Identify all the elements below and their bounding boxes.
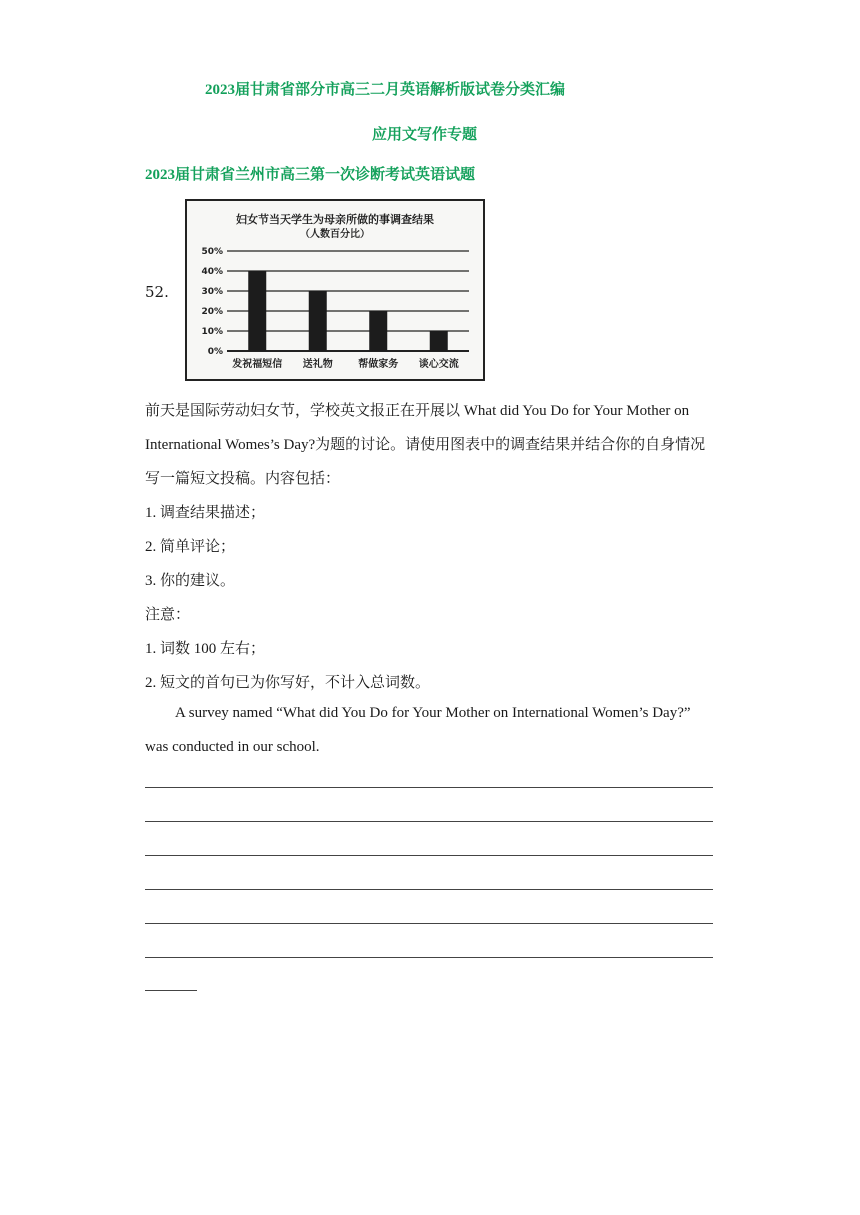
content-item-3: 3. 你的建议。 xyxy=(145,573,236,589)
document-title: 2023届甘肃省部分市高三二月英语解析版试卷分类汇编 xyxy=(205,82,566,98)
y-tick-label: 20% xyxy=(201,307,223,317)
x-category-label: 帮做家务 xyxy=(358,359,399,370)
x-category-label: 送礼物 xyxy=(302,359,333,370)
content-item-2: 2. 简单评论； xyxy=(145,539,236,555)
survey-bar-chart xyxy=(187,201,483,379)
y-tick-label: 50% xyxy=(201,247,223,257)
note-item-1: 1. 词数 100 左右； xyxy=(145,641,266,657)
survey-chart xyxy=(185,199,485,381)
x-category-label: 谈心交流 xyxy=(418,359,459,370)
bar xyxy=(369,311,387,351)
y-tick-label: 40% xyxy=(201,267,223,277)
bar xyxy=(309,291,327,351)
prompt-line-3: 写一篇短文投稿。内容包括： xyxy=(145,471,341,487)
chart-subtitle: （人数百分比） xyxy=(300,229,370,240)
answer-line-short[interactable] xyxy=(145,990,197,991)
y-tick-label: 30% xyxy=(201,287,223,297)
content-item-1: 1. 调查结果描述； xyxy=(145,505,266,521)
y-tick-label: 0% xyxy=(207,347,223,357)
bar xyxy=(248,271,266,351)
answer-line[interactable] xyxy=(145,787,713,788)
opening-sentence-line-2: was conducted in our school. xyxy=(145,739,320,755)
y-tick-label: 10% xyxy=(201,327,223,337)
x-category-label: 发祝福短信 xyxy=(232,359,283,370)
answer-line[interactable] xyxy=(145,957,713,958)
question-number: 52. xyxy=(145,283,169,301)
section-title: 2023届甘肃省兰州市高三第一次诊断考试英语试题 xyxy=(145,167,476,183)
prompt-line-1: 前天是国际劳动妇女节，学校英文报正在开展以 What did You Do for Your Mother on xyxy=(145,403,690,419)
answer-line[interactable] xyxy=(145,821,713,822)
chart-title: 妇女节当天学生为母亲所做的事调查结果 xyxy=(236,213,434,226)
note-label: 注意： xyxy=(145,607,191,623)
opening-sentence-line-1: A survey named “What did You Do for Your Mother on International Women’s Day?” xyxy=(175,705,691,721)
bar xyxy=(430,331,448,351)
answer-line[interactable] xyxy=(145,889,713,890)
answer-line[interactable] xyxy=(145,923,713,924)
note-item-2: 2. 短文的首句已为你写好，不计入总词数。 xyxy=(145,675,431,691)
prompt-line-2: International Womes’s Day?为题的讨论。请使用图表中的调查结果并结合你的自身情况 xyxy=(145,437,706,453)
document-subtitle: 应用文写作专题 xyxy=(372,127,478,143)
answer-line[interactable] xyxy=(145,855,713,856)
